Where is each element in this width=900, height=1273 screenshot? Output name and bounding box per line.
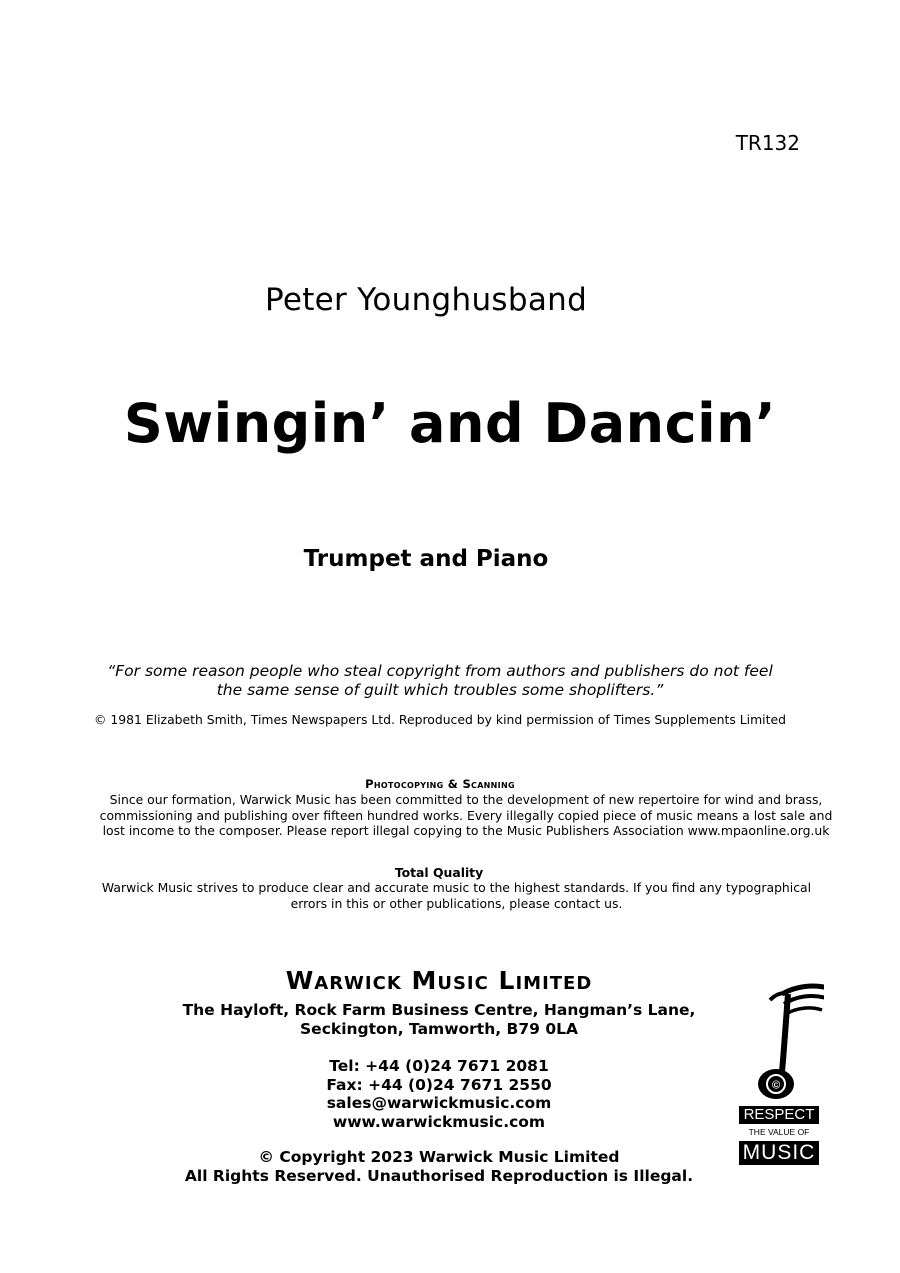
copyright-line: All Rights Reserved. Unauthorised Reproduction is Illegal. [184,1167,694,1185]
total-quality-heading: Total Quality [394,865,484,880]
catalog-number: TR132 [735,131,800,155]
photocopying-body [0,792,900,839]
address-line: The Hayloft, Rock Farm Business Centre, Hangman’s Lane, [182,1001,696,1019]
photocopying-line: commissioning and publishing over fifteen hundred works. Every illegally copied piece of music means a lost sale and [99,807,833,823]
total-quality-body [0,880,900,911]
logo-value-text: THE VALUE OF [739,1126,819,1138]
publisher-name: Warwick Music Limited [285,966,593,995]
respect-the-value-of-music-logo [736,980,824,1170]
total-quality-line: errors in this or other publications, please contact us. [290,895,623,911]
photocopying-line: Since our formation, Warwick Music has been committed to the development of new repertoire for wind and brass, [109,792,823,807]
composer-name: Peter Younghusband [264,282,588,318]
photocopying-heading: Photocopying & Scanning [365,777,515,791]
telephone: Tel: +44 (0)24 7671 2081 [329,1057,549,1075]
photocopying-line: lost income to the composer. Please report illegal copying to the Music Publishers Association www.mpaonline.org.uk [102,823,830,838]
quote-line: the same sense of guilt which troubles some shoplifters.” [216,681,664,699]
copyright-line: © Copyright 2023 Warwick Music Limited [258,1148,620,1166]
address-line: Seckington, Tamworth, B79 0LA [300,1020,578,1038]
logo-respect-text: RESPECT [739,1106,819,1124]
copyright-quote [0,662,880,700]
instrumentation: Trumpet and Piano [303,546,549,572]
logo-music-text: MUSIC [739,1141,819,1165]
piece-title: Swingin’ and Dancin’ [123,392,777,455]
total-quality-line: Warwick Music strives to produce clear and accurate music to the highest standards. If you find any typographical [101,880,812,895]
quote-line: “For some reason people who steal copyright from authors and publishers do not feel [107,662,773,680]
email-address: sales@warwickmusic.com [326,1094,552,1112]
music-note-icon [736,980,824,1100]
fax: Fax: +44 (0)24 7671 2550 [326,1075,552,1094]
copyright-symbol: © [771,1079,781,1092]
website: www.warwickmusic.com [332,1112,546,1131]
quote-credit: © 1981 Elizabeth Smith, Times Newspapers Ltd. Reproduced by kind permission of Times Supplements Limited [94,712,786,727]
